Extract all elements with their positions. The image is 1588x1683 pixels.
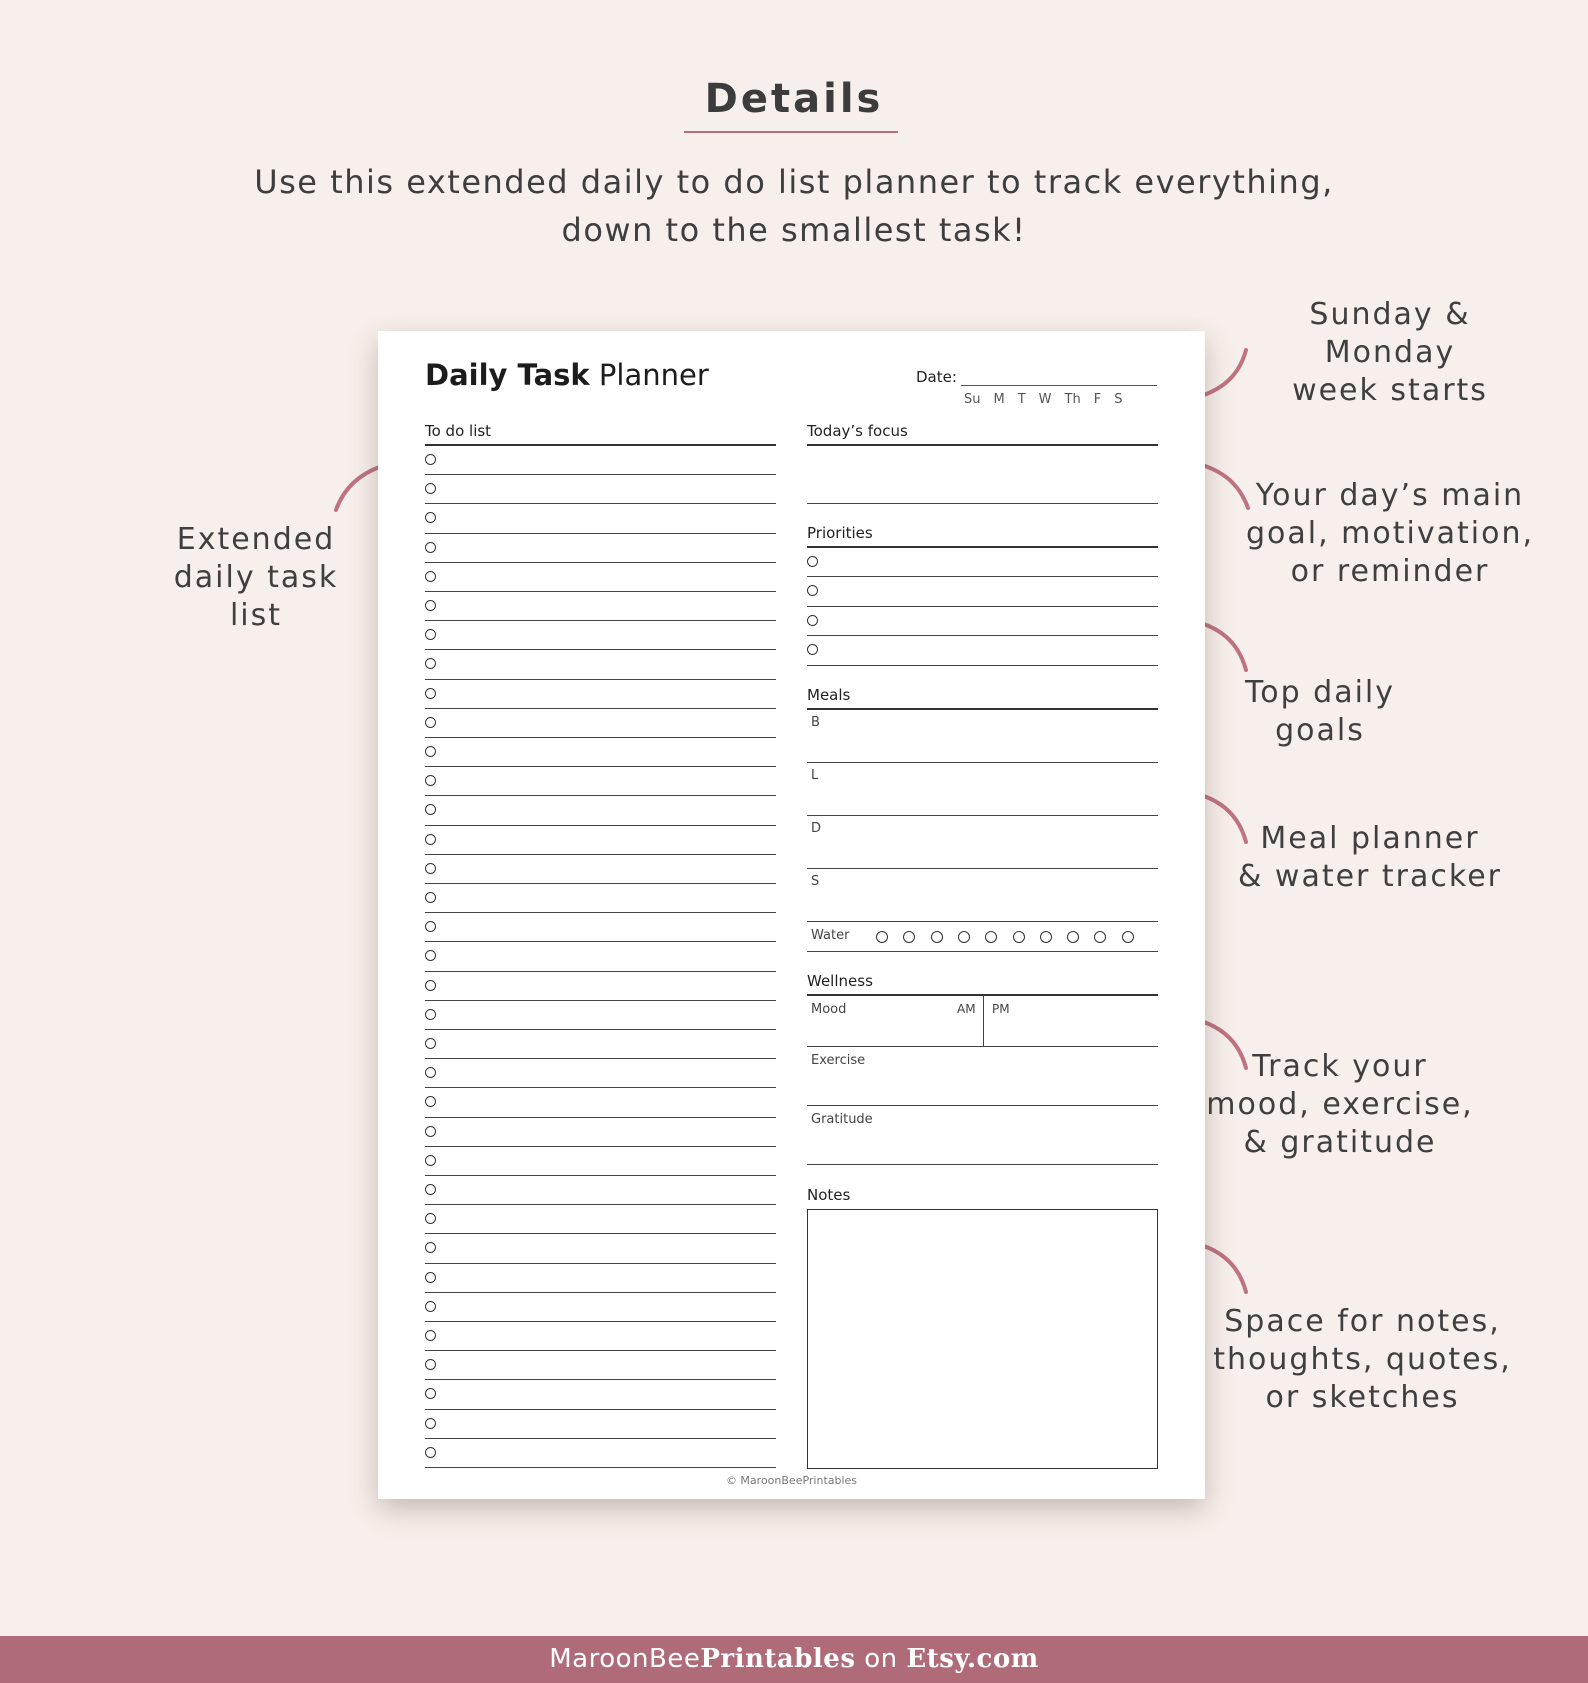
water-line	[807, 951, 1158, 952]
todo-checkbox-icon	[425, 1067, 436, 1078]
page-subtitle	[0, 158, 1588, 254]
todo-checkbox-icon	[425, 1213, 436, 1224]
todo-checkbox-icon	[425, 1184, 436, 1195]
exercise-line	[807, 1105, 1158, 1106]
planner-title-regular: Planner	[598, 358, 709, 392]
water-drop-icon	[1067, 931, 1079, 943]
todo-line	[425, 795, 776, 796]
todo-line	[425, 620, 776, 621]
todo-checkbox-icon	[425, 717, 436, 728]
weekday-row	[964, 392, 1135, 407]
todo-line	[425, 1087, 776, 1088]
exercise-label: Exercise	[811, 1053, 866, 1068]
weekday-label: W	[1038, 392, 1052, 407]
todo-checkbox-icon	[425, 1418, 436, 1429]
todo-line	[425, 1467, 776, 1468]
todo-line	[425, 825, 776, 826]
date-label: Date:	[916, 368, 957, 386]
todo-checkbox-icon	[425, 512, 436, 523]
gratitude-line	[807, 1164, 1158, 1165]
footer-brand-regular: MaroonBee	[549, 1644, 701, 1674]
todo-line	[425, 1204, 776, 1205]
todo-line	[425, 1058, 776, 1059]
planner-sheet	[378, 331, 1205, 1499]
focus-label: Today’s focus	[807, 422, 908, 440]
todo-checkbox-icon	[425, 1330, 436, 1341]
todo-line	[425, 1029, 776, 1030]
todo-line	[425, 1321, 776, 1322]
copyright: © MaroonBeePrintables	[725, 1474, 858, 1487]
callout-main-goal: Your day’s main goal, motivation, or reminder	[1245, 478, 1534, 589]
footer-on: on	[855, 1644, 907, 1674]
priority-checkbox-icon	[807, 615, 818, 626]
todo-checkbox-icon	[425, 629, 436, 640]
footer-site: Etsy.com	[906, 1644, 1039, 1674]
todo-checkbox-icon	[425, 454, 436, 465]
gratitude-label: Gratitude	[811, 1112, 873, 1127]
meal-line	[807, 762, 1158, 763]
todo-checkbox-icon	[425, 571, 436, 582]
notes-box	[807, 1209, 1158, 1469]
todo-line	[425, 1000, 776, 1001]
priority-line	[807, 576, 1158, 577]
planner-title	[425, 358, 709, 392]
callout-meal-water: Meal planner & water tracker	[1237, 821, 1502, 894]
todo-checkbox-icon	[425, 746, 436, 757]
weekday-label: T	[1017, 392, 1026, 407]
wellness-label: Wellness	[807, 972, 873, 990]
todo-line	[425, 1379, 776, 1380]
meal-line	[807, 921, 1158, 922]
todo-line	[425, 737, 776, 738]
priority-line	[807, 665, 1158, 666]
am-label: AM	[957, 1002, 976, 1016]
todo-line	[425, 533, 776, 534]
water-drop-icon	[985, 931, 997, 943]
priorities-label: Priorities	[807, 524, 873, 542]
todo-checkbox-icon	[425, 892, 436, 903]
todo-checkbox-icon	[425, 600, 436, 611]
todo-checkbox-icon	[425, 775, 436, 786]
footer-banner	[0, 1636, 1588, 1683]
priority-checkbox-icon	[807, 556, 818, 567]
todo-checkbox-icon	[425, 483, 436, 494]
meal-label: L	[811, 768, 819, 783]
todo-checkbox-icon	[425, 1096, 436, 1107]
todo-line	[425, 766, 776, 767]
todo-line	[425, 912, 776, 913]
todo-checkbox-icon	[425, 1301, 436, 1312]
todo-line	[425, 1438, 776, 1439]
todo-checkbox-icon	[425, 921, 436, 932]
todo-line	[425, 971, 776, 972]
weekday-label: Su	[964, 392, 981, 407]
meals-rule	[807, 708, 1158, 710]
weekday-label: M	[993, 392, 1005, 407]
todo-line	[425, 883, 776, 884]
callout-task-list: Extended daily task list	[173, 522, 339, 633]
todo-line	[425, 1292, 776, 1293]
todo-checkbox-icon	[425, 980, 436, 991]
water-drop-icon	[958, 931, 970, 943]
callout-top-goals: Top daily goals	[1244, 675, 1395, 748]
water-drop-icon	[931, 931, 943, 943]
todo-line	[425, 1146, 776, 1147]
todo-line	[425, 941, 776, 942]
mood-line	[807, 1046, 1158, 1047]
weekday-label: F	[1093, 392, 1102, 407]
date-line	[961, 385, 1157, 386]
meal-label: D	[811, 821, 822, 836]
todo-checkbox-icon	[425, 1009, 436, 1020]
todo-checkbox-icon	[425, 863, 436, 874]
todo-label: To do list	[425, 422, 492, 440]
callout-wellness: Track your mood, exercise, & gratitude	[1206, 1049, 1474, 1160]
todo-checkbox-icon	[425, 950, 436, 961]
water-label: Water	[811, 928, 850, 943]
callout-notes-space: Space for notes, thoughts, quotes, or sketches	[1213, 1304, 1512, 1415]
planner-title-bold: Daily Task	[425, 358, 590, 392]
todo-checkbox-icon	[425, 1126, 436, 1137]
priority-checkbox-icon	[807, 644, 818, 655]
todo-checkbox-icon	[425, 1038, 436, 1049]
water-drop-icon	[1094, 931, 1106, 943]
todo-line	[425, 562, 776, 563]
todo-checkbox-icon	[425, 804, 436, 815]
mood-label: Mood	[811, 1002, 847, 1017]
heading-underline	[684, 131, 898, 133]
todo-checkbox-icon	[425, 658, 436, 669]
todo-line	[425, 708, 776, 709]
todo-checkbox-icon	[425, 1359, 436, 1370]
todo-checkbox-icon	[425, 542, 436, 553]
todo-checkbox-icon	[425, 1388, 436, 1399]
focus-line	[807, 503, 1158, 504]
water-drop-icon	[1122, 931, 1134, 943]
priorities-rule	[807, 546, 1158, 548]
water-drop-icon	[903, 931, 915, 943]
pm-label: PM	[992, 1002, 1010, 1016]
todo-line	[425, 1233, 776, 1234]
todo-checkbox-icon	[425, 1242, 436, 1253]
todo-checkbox-icon	[425, 1272, 436, 1283]
meal-label: S	[811, 874, 820, 889]
todo-line	[425, 503, 776, 504]
page-heading: Details	[704, 76, 884, 122]
todo-line	[425, 1263, 776, 1264]
todo-line	[425, 591, 776, 592]
todo-checkbox-icon	[425, 1155, 436, 1166]
todo-rule	[425, 444, 776, 446]
mood-divider	[983, 996, 984, 1046]
todo-checkbox-icon	[425, 834, 436, 845]
water-drop-icon	[1013, 931, 1025, 943]
meal-label: B	[811, 715, 820, 730]
todo-line	[425, 649, 776, 650]
callout-week-starts: Sunday & Monday week starts	[1292, 297, 1488, 408]
priority-line	[807, 635, 1158, 636]
todo-line	[425, 474, 776, 475]
subtitle-line-2: down to the smallest task!	[561, 211, 1027, 249]
todo-checkbox-icon	[425, 1447, 436, 1458]
meals-label: Meals	[807, 686, 851, 704]
todo-line	[425, 1175, 776, 1176]
todo-line	[425, 1117, 776, 1118]
focus-rule	[807, 444, 1158, 446]
weekday-label: Th	[1064, 392, 1081, 407]
footer-brand-bold: Printables	[700, 1644, 856, 1674]
meal-line	[807, 815, 1158, 816]
weekday-label: S	[1114, 392, 1123, 407]
priority-checkbox-icon	[807, 585, 818, 596]
water-drop-icon	[876, 931, 888, 943]
todo-line	[425, 1409, 776, 1410]
todo-line	[425, 1350, 776, 1351]
notes-label: Notes	[807, 1186, 851, 1204]
priority-line	[807, 606, 1158, 607]
water-drop-icon	[1040, 931, 1052, 943]
todo-line	[425, 679, 776, 680]
todo-checkbox-icon	[425, 688, 436, 699]
subtitle-line-1: Use this extended daily to do list planner to track everything,	[254, 163, 1334, 201]
todo-line	[425, 854, 776, 855]
meal-line	[807, 868, 1158, 869]
